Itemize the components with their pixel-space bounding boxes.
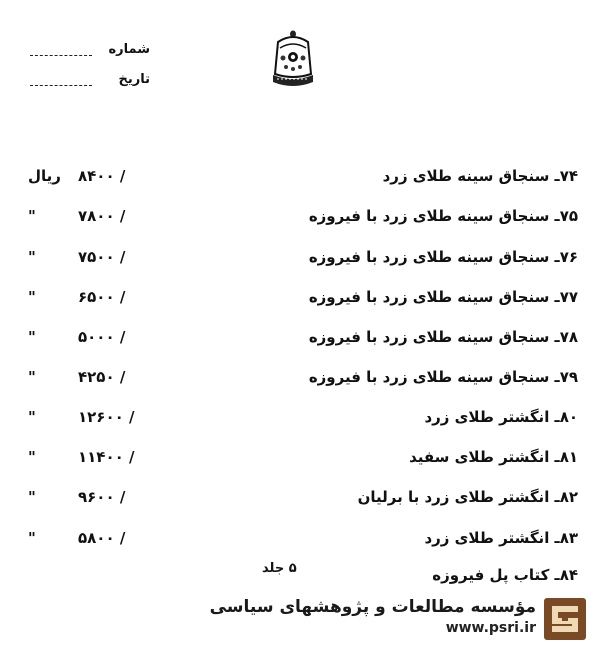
item-row [0, 529, 600, 559]
item-description: ۷۹ـ سنجاق سینه طلای زرد با فیروزه [308, 368, 578, 386]
item-description: ۸۰ـ انگشتر طلای زرد [424, 408, 578, 426]
item-price: / ۵۸۰۰ [78, 529, 126, 547]
item-price: / ۶۵۰۰ [78, 288, 126, 306]
item-price: / ۷۸۰۰ [78, 207, 126, 225]
date-label: تاریخ [118, 72, 150, 87]
item-row [0, 408, 600, 438]
item-row [0, 328, 600, 358]
item-description: ۷۸ـ سنجاق سینه طلای زرد با فیروزه [308, 328, 578, 346]
item-row [0, 248, 600, 278]
item-unit: " [28, 207, 36, 225]
item-description: ۸۲ـ انگشتر طلای زرد با برلیان [357, 488, 578, 506]
date-line [30, 85, 92, 86]
item-description: ۷۴ـ سنجاق سینه طلای زرد [382, 167, 578, 185]
item-description: ۷۷ـ سنجاق سینه طلای زرد با فیروزه [308, 288, 578, 306]
item-unit: " [28, 448, 36, 466]
item-row [0, 167, 600, 197]
psri-logo-icon [544, 598, 586, 640]
item-price: / ۱۲۶۰۰ [78, 408, 135, 426]
item-price: / ۱۱۴۰۰ [78, 448, 135, 466]
volume-note: ۵ جلد [262, 561, 297, 576]
item-unit: " [28, 248, 36, 266]
date-field [30, 72, 150, 94]
item-price: / ۷۵۰۰ [78, 248, 126, 266]
item-price: / ۹۶۰۰ [78, 488, 126, 506]
item-row [0, 566, 600, 596]
item-unit: " [28, 529, 36, 547]
item-price: / ۸۴۰۰ [78, 167, 126, 185]
item-description: ۷۵ـ سنجاق سینه طلای زرد با فیروزه [308, 207, 578, 225]
item-row [0, 288, 600, 318]
watermark-url: www.psri.ir [445, 620, 536, 636]
item-row [0, 368, 600, 398]
item-price: / ۵۰۰۰ [78, 328, 126, 346]
item-description: ۸۳ـ انگشتر طلای زرد [424, 529, 578, 547]
watermark-name: مؤسسه مطالعات و پژوهشهای سیاسی [209, 597, 536, 617]
item-row [0, 488, 600, 518]
item-unit: " [28, 408, 36, 426]
item-unit: " [28, 328, 36, 346]
number-label: شماره [108, 42, 150, 57]
item-row [0, 207, 600, 237]
item-price: / ۴۲۵۰ [78, 368, 126, 386]
item-unit: ریال [28, 167, 61, 185]
number-line [30, 55, 92, 56]
item-description: ۷۶ـ سنجاق سینه طلای زرد با فیروزه [308, 248, 578, 266]
item-row [0, 448, 600, 478]
item-unit: " [28, 288, 36, 306]
item-description: ۸۴ـ کتاب پل فیروزه [432, 566, 578, 584]
item-description: ۸۱ـ انگشتر طلای سفید [409, 448, 578, 466]
item-unit: " [28, 488, 36, 506]
crown-icon [270, 28, 316, 90]
number-field [30, 42, 150, 64]
item-unit: " [28, 368, 36, 386]
